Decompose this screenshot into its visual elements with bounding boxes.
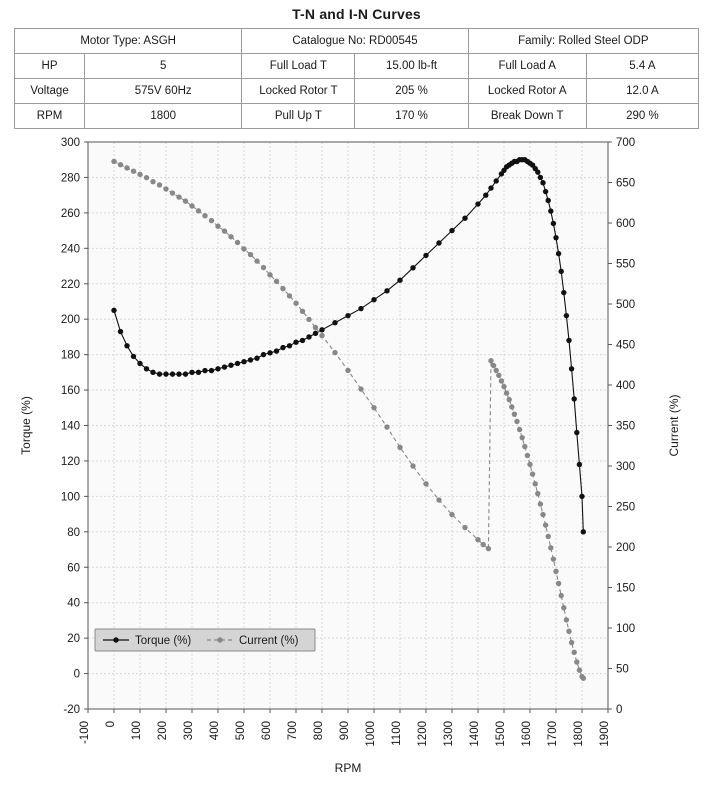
x-tick-label: 700 [287, 721, 299, 741]
data-point [574, 430, 579, 435]
data-point [553, 235, 558, 240]
data-point [384, 288, 389, 293]
y2-axis-title: Current (%) [667, 394, 681, 457]
data-point [306, 317, 311, 322]
data-point [572, 396, 577, 401]
data-point [553, 569, 558, 574]
cell-locked-rotor-a-label: Locked Rotor A [468, 79, 586, 104]
data-point [548, 208, 553, 213]
tn-in-curves-chart [0, 129, 713, 784]
x-tick-label: 600 [261, 721, 273, 741]
data-point [196, 370, 201, 375]
data-point [577, 462, 582, 467]
y-tick-label: 80 [67, 526, 80, 539]
data-point [202, 213, 207, 218]
data-point [209, 218, 214, 223]
data-point [546, 534, 551, 539]
data-point [163, 186, 168, 191]
data-point [261, 352, 266, 357]
data-point [504, 390, 509, 395]
table-row [15, 104, 699, 129]
data-point [215, 366, 220, 371]
data-point [371, 405, 376, 410]
y-tick-label: 220 [60, 278, 80, 291]
y2-tick-label: 600 [616, 218, 636, 230]
y2-tick-label: 150 [616, 582, 636, 595]
data-point [397, 278, 402, 283]
cell-full-load-a-label: Full Load A [468, 54, 586, 79]
cell-rpm-label: RPM [15, 104, 85, 129]
legend-marker-current [217, 637, 222, 642]
data-point [579, 494, 584, 499]
y-tick-label: 160 [60, 385, 80, 398]
data-point [170, 190, 175, 195]
data-point [287, 293, 292, 298]
data-point [564, 617, 569, 622]
data-point [559, 593, 564, 598]
x-tick-label: 1600 [521, 721, 533, 747]
x-tick-label: 300 [183, 721, 195, 741]
y-tick-label: 300 [60, 137, 80, 149]
legend-marker-torque [113, 637, 118, 642]
y-axis-title: Torque (%) [19, 396, 33, 455]
y2-tick-label: 550 [616, 258, 636, 271]
data-point [157, 371, 162, 376]
legend-label-torque: Torque (%) [135, 635, 192, 647]
data-point [280, 286, 285, 291]
data-point [358, 306, 363, 311]
data-point [189, 203, 194, 208]
page-title: T-N and I-N Curves [292, 6, 421, 22]
data-point [306, 334, 311, 339]
y2-tick-label: 650 [616, 177, 636, 190]
y-tick-label: 280 [60, 172, 80, 185]
data-point [176, 371, 181, 376]
data-point [488, 185, 493, 190]
data-point [124, 343, 129, 348]
x-tick-label: 100 [131, 721, 143, 741]
data-point [235, 240, 240, 245]
data-point [254, 355, 259, 360]
data-point [144, 175, 149, 180]
data-point [222, 364, 227, 369]
data-point [215, 224, 220, 229]
y-tick-label: 180 [60, 349, 80, 362]
data-point [522, 444, 527, 449]
data-point [566, 629, 571, 634]
data-point [358, 386, 363, 391]
data-point [261, 265, 266, 270]
data-point [449, 228, 454, 233]
motor-type-cell: Motor Type: ASGH [15, 29, 242, 54]
data-point [535, 491, 540, 496]
data-point [235, 361, 240, 366]
y-tick-label: 260 [60, 207, 80, 220]
y2-tick-label: 700 [616, 137, 636, 149]
data-point [150, 370, 155, 375]
x-tick-label: 1100 [391, 721, 403, 746]
data-point [538, 175, 543, 180]
chart-canvas [0, 129, 713, 784]
data-point [514, 419, 519, 424]
data-point [501, 384, 506, 389]
table-row [15, 29, 699, 54]
data-point [535, 169, 540, 174]
data-point [267, 272, 272, 277]
data-point [287, 343, 292, 348]
cell-break-down-t-label: Break Down T [468, 104, 586, 129]
data-point [546, 198, 551, 203]
y-tick-label: 60 [67, 562, 80, 575]
y-tick-label: 20 [67, 633, 80, 646]
data-point [538, 501, 543, 506]
cell-hp-label: HP [15, 54, 85, 79]
data-point [410, 265, 415, 270]
y2-tick-label: 50 [616, 663, 629, 676]
data-point [248, 252, 253, 257]
data-point [280, 345, 285, 350]
table-row [15, 79, 699, 104]
data-point [581, 529, 586, 534]
data-point [228, 234, 233, 239]
cell-voltage-value: 575V 60Hz [85, 79, 242, 104]
data-point [384, 424, 389, 429]
y2-tick-label: 350 [616, 420, 636, 433]
data-point [345, 313, 350, 318]
y2-tick-label: 250 [616, 501, 636, 514]
data-point [436, 240, 441, 245]
data-point [507, 397, 512, 402]
x-tick-label: 500 [235, 721, 247, 741]
y-tick-label: 240 [60, 243, 80, 256]
data-point [481, 542, 486, 547]
x-tick-label: 0 [105, 721, 117, 728]
data-point [267, 350, 272, 355]
data-point [183, 198, 188, 203]
data-point [313, 331, 318, 336]
y2-tick-label: 100 [616, 623, 636, 635]
y-tick-label: 140 [60, 420, 80, 433]
data-point [548, 545, 553, 550]
data-point [137, 172, 142, 177]
data-point [533, 481, 538, 486]
data-point [491, 363, 496, 368]
data-point [561, 605, 566, 610]
data-point [566, 338, 571, 343]
data-point [241, 359, 246, 364]
data-point [124, 165, 129, 170]
data-point [543, 522, 548, 527]
x-tick-label: 1800 [573, 721, 585, 747]
data-point [248, 357, 253, 362]
data-point [254, 258, 259, 263]
x-tick-label: 1900 [599, 721, 611, 747]
data-point [540, 180, 545, 185]
data-point [475, 537, 480, 542]
cell-locked-rotor-t-value: 205 % [355, 79, 468, 104]
data-point [577, 667, 582, 672]
x-tick-label: 1300 [443, 721, 455, 747]
data-point [449, 512, 454, 517]
y2-tick-label: 200 [616, 542, 636, 554]
x-tick-label: -100 [79, 721, 91, 745]
cell-full-load-t-label: Full Load T [242, 54, 355, 79]
y2-tick-label: 300 [616, 461, 636, 473]
data-point [111, 159, 116, 164]
data-point [462, 215, 467, 220]
cell-locked-rotor-t-label: Locked Rotor T [242, 79, 355, 104]
data-point [543, 189, 548, 194]
cell-voltage-label: Voltage [15, 79, 85, 104]
cell-pull-up-t-value: 170 % [355, 104, 468, 129]
data-point [527, 462, 532, 467]
cell-full-load-t-value: 15.00 lb-ft [355, 54, 468, 79]
data-point [176, 194, 181, 199]
data-point [293, 340, 298, 345]
data-point [559, 269, 564, 274]
data-point [313, 325, 318, 330]
data-point [131, 168, 136, 173]
data-point [118, 162, 123, 167]
data-point [509, 404, 514, 409]
y2-tick-label: 500 [616, 299, 636, 311]
data-point [300, 338, 305, 343]
data-point [569, 366, 574, 371]
data-point [494, 178, 499, 183]
data-point [512, 411, 517, 416]
catalogue-no-cell: Catalogue No: RD00545 [242, 29, 468, 54]
data-point [475, 201, 480, 206]
x-tick-label: 1400 [469, 721, 481, 747]
data-point [494, 368, 499, 373]
data-point [499, 378, 504, 383]
data-point [556, 251, 561, 256]
data-point [397, 445, 402, 450]
data-point [241, 246, 246, 251]
data-point [581, 676, 586, 681]
x-tick-label: 1500 [495, 721, 507, 747]
data-point [551, 556, 556, 561]
data-point [170, 371, 175, 376]
data-point [332, 350, 337, 355]
data-point [189, 370, 194, 375]
cell-pull-up-t-label: Pull Up T [242, 104, 355, 129]
data-point [196, 208, 201, 213]
data-point [202, 368, 207, 373]
data-point [556, 581, 561, 586]
data-point [150, 179, 155, 184]
y-tick-label: 200 [60, 314, 80, 327]
data-point [525, 453, 530, 458]
data-point [111, 308, 116, 313]
chart-legend [95, 629, 315, 651]
data-point [423, 253, 428, 258]
data-point [551, 221, 556, 226]
data-point [410, 463, 415, 468]
data-point [517, 427, 522, 432]
y2-tick-label: 0 [616, 704, 623, 716]
y-tick-label: 40 [67, 597, 80, 610]
data-point [371, 297, 376, 302]
x-tick-label: 1000 [365, 721, 377, 747]
table-row [15, 54, 699, 79]
data-point [345, 368, 350, 373]
data-point [274, 348, 279, 353]
cell-rpm-value: 1800 [85, 104, 242, 129]
motor-spec-table [14, 28, 699, 129]
cell-break-down-t-value: 290 % [586, 104, 698, 129]
data-point [137, 361, 142, 366]
data-point [540, 512, 545, 517]
y-tick-label: 0 [73, 668, 80, 681]
data-point [131, 354, 136, 359]
x-tick-label: 1200 [417, 721, 429, 747]
x-tick-label: 200 [157, 721, 169, 741]
x-tick-label: 400 [209, 721, 221, 741]
data-point [483, 192, 488, 197]
data-point [462, 525, 467, 530]
data-point [319, 327, 324, 332]
data-point [486, 546, 491, 551]
data-point [222, 228, 227, 233]
data-point [530, 471, 535, 476]
cell-full-load-a-value: 5.4 A [586, 54, 698, 79]
data-point [572, 650, 577, 655]
cell-locked-rotor-a-value: 12.0 A [586, 79, 698, 104]
x-tick-label: 1700 [547, 721, 559, 747]
y-tick-label: 120 [60, 455, 80, 468]
data-point [300, 309, 305, 314]
data-point [332, 320, 337, 325]
family-cell: Family: Rolled Steel ODP [468, 29, 698, 54]
y-tick-label: -20 [63, 704, 80, 716]
data-point [564, 313, 569, 318]
data-point [574, 659, 579, 664]
data-point [569, 640, 574, 645]
data-point [293, 300, 298, 305]
legend-label-current: Current (%) [239, 635, 299, 647]
data-point [157, 182, 162, 187]
data-point [209, 368, 214, 373]
data-point [319, 333, 324, 338]
data-point [183, 371, 188, 376]
data-point [488, 358, 493, 363]
x-tick-label: 900 [339, 721, 351, 741]
data-point [423, 481, 428, 486]
data-point [436, 497, 441, 502]
data-point [274, 279, 279, 284]
data-point [144, 366, 149, 371]
y-tick-label: 100 [60, 491, 80, 504]
cell-hp-value: 5 [85, 54, 242, 79]
y2-tick-label: 450 [616, 339, 636, 352]
data-point [561, 290, 566, 295]
data-point [520, 435, 525, 440]
x-axis-title: RPM [334, 761, 362, 775]
data-point [163, 371, 168, 376]
data-point [228, 363, 233, 368]
x-tick-label: 800 [313, 721, 325, 741]
y2-tick-label: 400 [616, 380, 636, 392]
data-point [118, 329, 123, 334]
data-point [496, 373, 501, 378]
